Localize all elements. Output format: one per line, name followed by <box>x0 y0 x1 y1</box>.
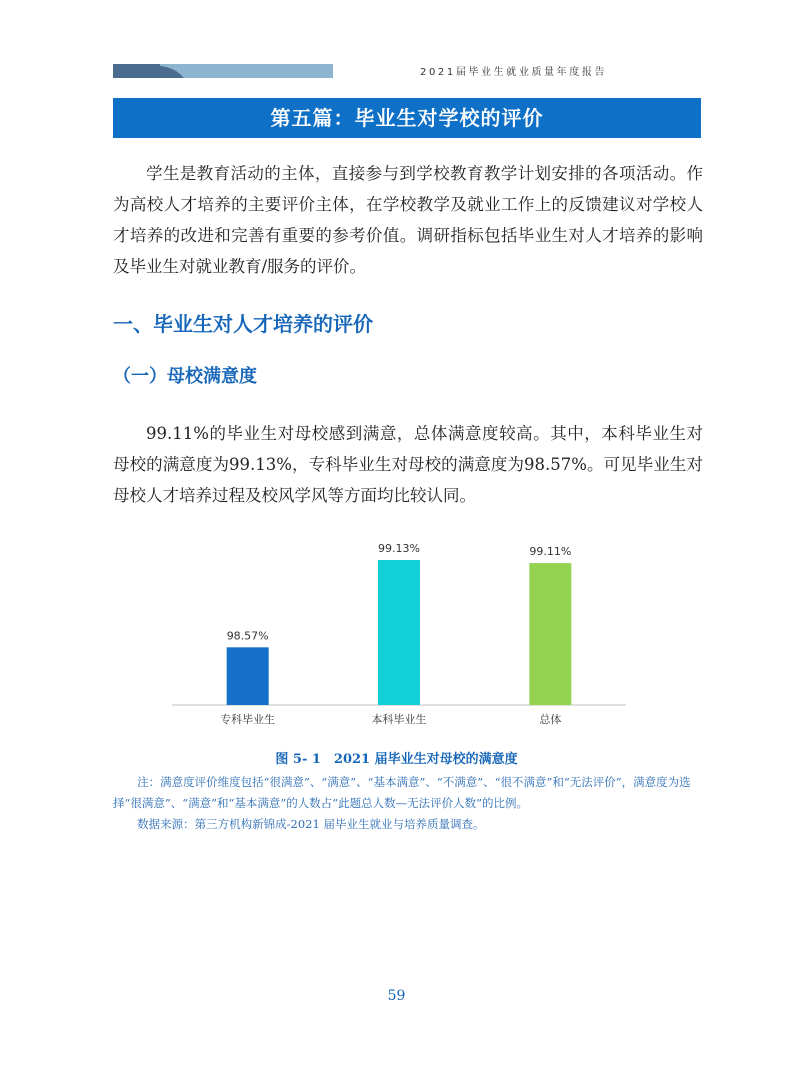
bar-value-label-2: 99.13% <box>378 542 420 555</box>
satisfaction-paragraph: 99.11%的毕业生对母校感到满意，总体满意度较高。其中，本科毕业生对母校的满意度为99.13%，专科毕业生对母校的满意度为98.57%。可见毕业生对母校人才培养过程及校风学风等方面均比较认同。 <box>113 424 703 505</box>
bar-value-label-3: 99.11% <box>529 545 572 559</box>
intro-paragraph: 学生是教育活动的主体，直接参与到学校教育教学计划安排的各项活动。作为高校人才培养的主要评价主体，在学校教学及就业工作上的反馈建议对学校人才培养的改进和完善有重要的参考价值。调研指标包括毕业生对人才培养的影响及毕业生对就业教育/服务的评价。 <box>113 164 703 276</box>
bar-2 <box>378 560 420 705</box>
x-tick-label-1: 专科毕业生 <box>220 713 276 726</box>
section-banner: 第五篇：毕业生对学校的评价 <box>113 98 701 138</box>
header-report-title: 2021届毕业生就业质量年度报告 <box>420 67 608 78</box>
bar-value-label-1: 98.57% <box>226 629 269 643</box>
section-heading: 一、毕业生对人才培养的评价 <box>113 312 373 336</box>
bar-3 <box>529 563 571 705</box>
section-subheading: （一）母校满意度 <box>113 366 257 387</box>
x-tick-label-2: 本科毕业生 <box>371 713 427 726</box>
bar-1 <box>227 647 269 705</box>
x-tick-label-3: 总体 <box>539 713 562 726</box>
chart-note: 注：满意度评价维度包括“很满意”、“满意”、“基本满意”、“不满意”、“很不满意”和“无法评价”，满意度为选择“很满意”、“满意”和“基本满意”的人数占“此题总人数—无法评价人数”的比例。 <box>113 775 691 810</box>
chart-caption: 图 5- 1 2021 届毕业生对母校的满意度 <box>275 752 518 767</box>
page-number: 59 <box>387 988 406 1004</box>
data-source-note: 数据来源：第三方机构新锦成-2021 届毕业生就业与培养质量调查。 <box>137 817 485 831</box>
